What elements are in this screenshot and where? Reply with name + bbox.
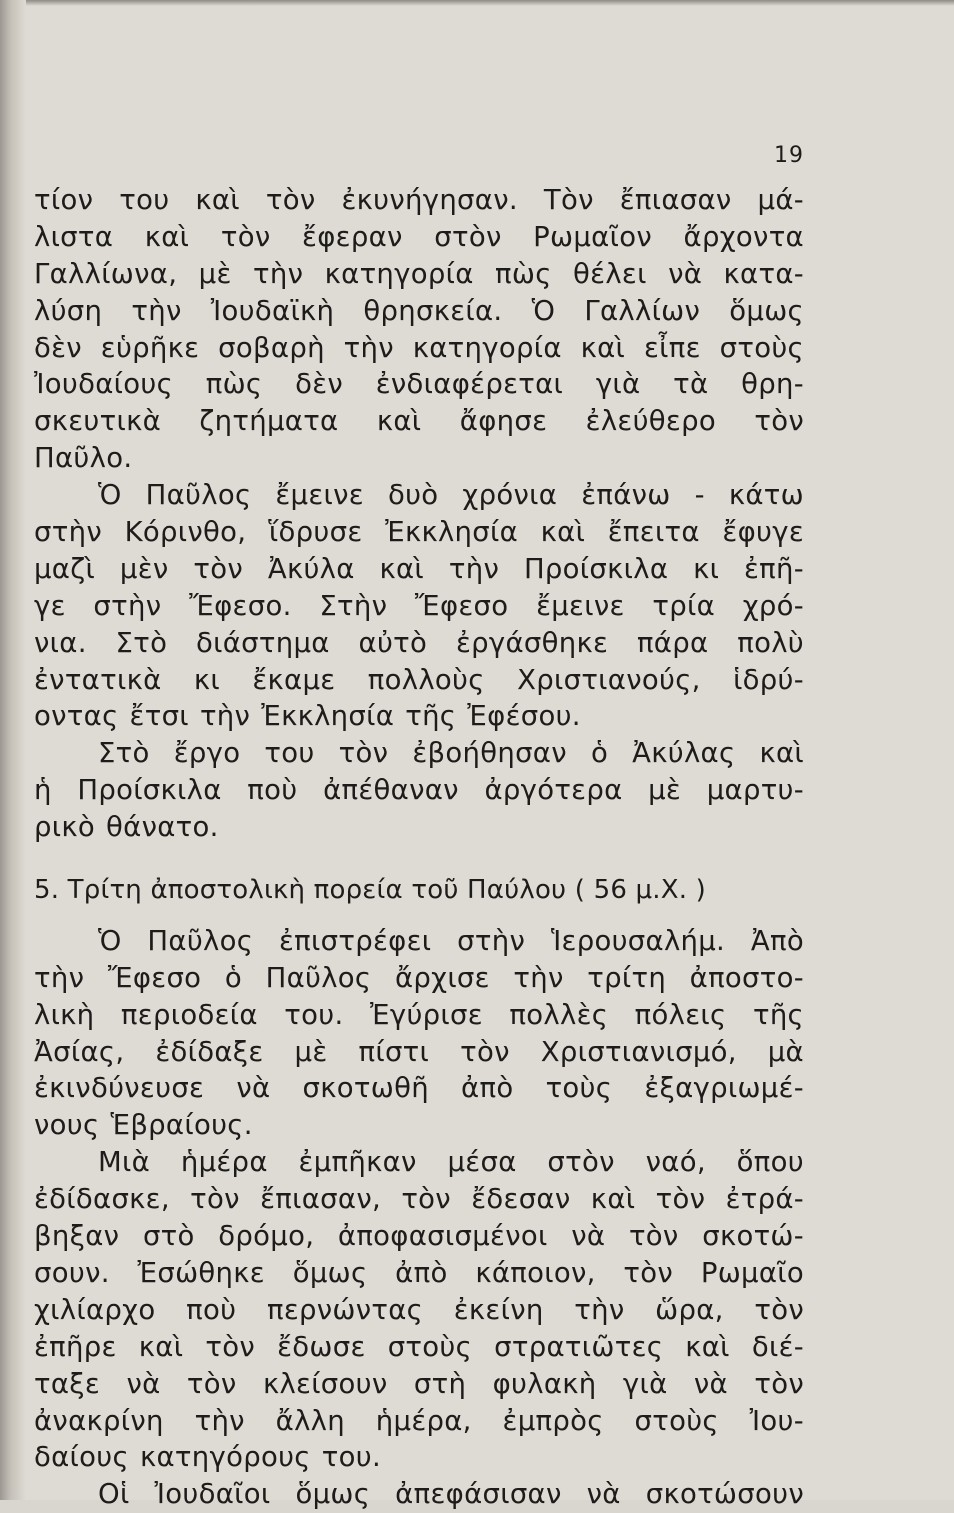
page-number: 19: [774, 143, 804, 168]
text-line: Ἀσίας, ἐδίδαξε μὲ πίστι τὸν Χριστιανισμό, μὰ: [34, 1035, 804, 1068]
text-line: Ὁ Παῦλος ἐπιστρέφει στὴν Ἱερουσαλήμ. Ἀπὸ: [98, 924, 804, 957]
text-line: Στὸ ἔργο του τὸν ἐβοήθησαν ὁ Ἀκύλας καὶ: [98, 737, 804, 770]
paragraph: [34, 1144, 804, 1476]
text-line: λικὴ περιοδεία του. Ἐγύρισε πολλὲς πόλεις τῆς: [34, 998, 804, 1031]
paragraph: [34, 477, 804, 735]
text-line: σουν. Ἐσώθηκε ὅμως ἀπὸ κάποιον, τὸν Ρωμαῖο: [34, 1256, 804, 1289]
text-line: σκευτικὰ ζητήματα καὶ ἄφησε ἐλεύθερο τὸν: [34, 405, 804, 438]
text-line: ἐντατικὰ κι ἔκαμε πολλοὺς Χριστιανούς, ἱδρύ-: [34, 663, 804, 696]
text-line: Οἱ Ἰουδαῖοι ὅμως ἀπεφάσισαν νὰ σκοτώσουν: [98, 1478, 804, 1511]
paragraph: [34, 1476, 804, 1513]
text-line: δαίους κατηγόρους του.: [34, 1441, 382, 1474]
text-line: τίον του καὶ τὸν ἐκυνήγησαν. Τὸν ἔπιασαν μά-: [34, 184, 804, 216]
text-line: ἡ Προίσκιλα ποὺ ἀπέθαναν ἀργότερα μὲ μαρτυ-: [34, 774, 804, 807]
text-line: νους Ἑβραίους.: [34, 1109, 253, 1142]
text-line: λιστα καὶ τὸν ἔφεραν στὸν Ρωμαῖον ἄρχοντα: [34, 220, 804, 253]
text-line: λύση τὴν Ἰουδαϊκὴ θρησκεία. Ὁ Γαλλίων ὅμως: [34, 294, 804, 327]
text-line: Παῦλο.: [34, 442, 133, 475]
section-heading: 5. Τρίτη ἀποστολικὴ πορεία τοῦ Παύλου ( 56 μ.Χ. ): [34, 875, 707, 906]
paragraph: [34, 735, 804, 846]
text-line: δὲν εὑρῆκε σοβαρὴ τὴν κατηγορία καὶ εἶπε στοὺς: [34, 331, 804, 364]
binding-shadow: [0, 0, 26, 1500]
text-line: ἐκινδύνευσε νὰ σκοτωθῆ ἀπὸ τοὺς ἐξαγριωμέ-: [34, 1072, 804, 1105]
text-line: στὴν Κόρινθο, ἵδρυσε Ἐκκλησία καὶ ἔπειτα ἔφυγε: [34, 516, 804, 549]
text-line: χιλίαρχο ποὺ περνώντας ἐκείνη τὴν ὥρα, τὸν: [34, 1293, 804, 1326]
text-line: τὴν Ἔφεσο ὁ Παῦλος ἄρχισε τὴν τρίτη ἀποστο-: [34, 961, 804, 994]
paragraph: [34, 923, 804, 1144]
text-line: ταξε νὰ τὸν κλείσουν στὴ φυλακὴ γιὰ νὰ τὸν: [34, 1367, 804, 1400]
text-line: Μιὰ ἡμέρα ἐμπῆκαν μέσα στὸν ναό, ὅπου: [98, 1146, 804, 1179]
text-line: μαζὶ μὲν τὸν Ἀκύλα καὶ τὴν Προίσκιλα κι ἐπῆ-: [34, 552, 804, 585]
text-line: γε στὴν Ἔφεσο. Στὴν Ἔφεσο ἔμεινε τρία χρό-: [34, 589, 804, 622]
text-line: Γαλλίωνα, μὲ τὴν κατηγορία πὼς θέλει νὰ κατα-: [34, 257, 804, 290]
text-line: νια. Στὸ διάστημα αὐτὸ ἐργάσθηκε πάρα πολὺ: [34, 626, 804, 659]
page-top-edge: [0, 0, 954, 6]
paragraph: [34, 182, 804, 477]
text-line: ἀνακρίνη τὴν ἄλλη ἡμέρα, ἐμπρὸς στοὺς Ἰου-: [34, 1404, 804, 1437]
body-text: [34, 182, 804, 1513]
text-line: ρικὸ θάνατο.: [34, 811, 219, 844]
text-line: οντας ἔτσι τὴν Ἐκκλησία τῆς Ἐφέσου.: [34, 700, 581, 733]
text-line: Ὁ Παῦλος ἔμεινε δυὸ χρόνια ἐπάνω - κάτω: [98, 479, 804, 512]
text-line: Ἰουδαίους πὼς δὲν ἐνδιαφέρεται γιὰ τὰ θρη-: [34, 368, 804, 401]
text-line: ἐπῆρε καὶ τὸν ἔδωσε στοὺς στρατιῶτες καὶ διέ-: [34, 1330, 804, 1363]
text-line: βηξαν στὸ δρόμο, ἀποφασισμένοι νὰ τὸν σκοτώ-: [34, 1220, 804, 1253]
text-line: ἐδίδασκε, τὸν ἔπιασαν, τὸν ἔδεσαν καὶ τὸν ἐτρά-: [34, 1183, 804, 1216]
